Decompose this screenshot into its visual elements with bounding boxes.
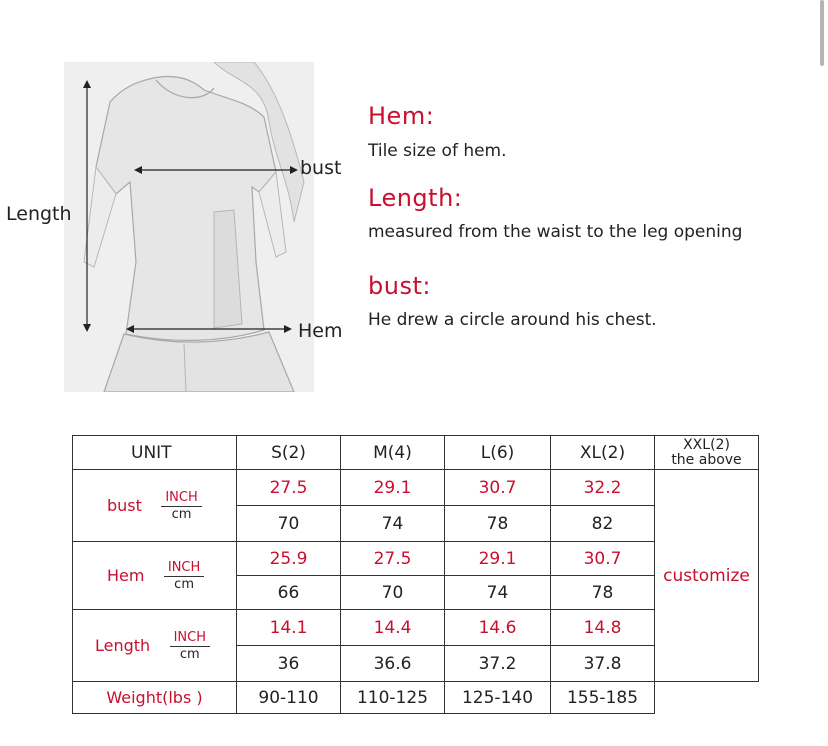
table-cell: 70 bbox=[237, 506, 341, 542]
table-cell: 78 bbox=[445, 506, 551, 542]
unit-cm: cm bbox=[171, 506, 192, 522]
table-cell: 32.2 bbox=[551, 470, 655, 506]
weight-label-text: Weight(lbs ) bbox=[106, 687, 203, 707]
row-label: Length bbox=[95, 636, 151, 655]
unit-inch: INCH bbox=[164, 560, 204, 577]
table-cell: 78 bbox=[551, 576, 655, 610]
row-label-cell bbox=[73, 542, 237, 610]
header-size-m: M(4) bbox=[341, 436, 445, 470]
table-cell: 37.2 bbox=[445, 646, 551, 682]
table-cell: 27.5 bbox=[237, 470, 341, 506]
customize-text: customize bbox=[663, 565, 750, 586]
length-label: Length bbox=[6, 203, 72, 225]
table-cell: 74 bbox=[341, 506, 445, 542]
header-size-xxl bbox=[655, 436, 759, 470]
unit-inch: INCH bbox=[170, 630, 210, 647]
bust-label: bust bbox=[300, 157, 342, 179]
row-label-cell bbox=[73, 610, 237, 682]
table-cell: 90-110 bbox=[237, 682, 341, 714]
shirt-illustration bbox=[64, 62, 314, 392]
table-cell: 29.1 bbox=[341, 470, 445, 506]
unit-pair bbox=[164, 560, 204, 592]
row-label: Hem bbox=[107, 566, 145, 585]
xxl-line1: XXL(2) bbox=[683, 436, 730, 453]
customize-cell bbox=[655, 470, 759, 682]
table-cell: 36.6 bbox=[341, 646, 445, 682]
header-size-xl: XL(2) bbox=[551, 436, 655, 470]
xxl-line2: the above bbox=[671, 451, 742, 468]
table-cell: 36 bbox=[237, 646, 341, 682]
size-table bbox=[72, 435, 759, 714]
table-cell: 155-185 bbox=[551, 682, 655, 714]
hem-label: Hem bbox=[298, 320, 343, 342]
table-row bbox=[73, 470, 759, 506]
header-size-l: L(6) bbox=[445, 436, 551, 470]
page-scrollbar[interactable] bbox=[820, 0, 824, 66]
unit-cm: cm bbox=[179, 646, 200, 662]
table-cell: 110-125 bbox=[341, 682, 445, 714]
table-row-weight bbox=[73, 682, 759, 714]
table-cell: 29.1 bbox=[445, 542, 551, 576]
table-cell: 74 bbox=[445, 576, 551, 610]
table-header-row bbox=[73, 436, 759, 470]
table-cell: 30.7 bbox=[551, 542, 655, 576]
table-cell: 125-140 bbox=[445, 682, 551, 714]
table-cell: 14.1 bbox=[237, 610, 341, 646]
table-cell: 14.8 bbox=[551, 610, 655, 646]
table-cell: 14.4 bbox=[341, 610, 445, 646]
bust-title: bust: bbox=[368, 272, 431, 300]
hem-arrow bbox=[126, 322, 292, 336]
table-cell: 70 bbox=[341, 576, 445, 610]
table-cell: 66 bbox=[237, 576, 341, 610]
unit-pair bbox=[170, 630, 210, 662]
table-cell: 14.6 bbox=[445, 610, 551, 646]
hem-description: Tile size of hem. bbox=[368, 141, 507, 161]
unit-cm: cm bbox=[174, 576, 194, 592]
header-unit: UNIT bbox=[73, 436, 237, 470]
unit-pair bbox=[161, 490, 201, 522]
length-arrow bbox=[80, 80, 94, 332]
hem-title: Hem: bbox=[368, 102, 435, 130]
bust-description: He drew a circle around his chest. bbox=[368, 310, 657, 330]
row-label: bust bbox=[107, 496, 142, 515]
row-label-cell bbox=[73, 470, 237, 542]
table-cell: 37.8 bbox=[551, 646, 655, 682]
unit-inch: INCH bbox=[161, 490, 201, 507]
bust-arrow bbox=[134, 163, 298, 177]
weight-label bbox=[73, 682, 237, 714]
table-cell: 25.9 bbox=[237, 542, 341, 576]
header-size-s: S(2) bbox=[237, 436, 341, 470]
table-cell: 27.5 bbox=[341, 542, 445, 576]
length-title: Length: bbox=[368, 184, 463, 212]
length-description: measured from the waist to the leg opening bbox=[368, 222, 743, 242]
table-cell: 82 bbox=[551, 506, 655, 542]
table-cell: 30.7 bbox=[445, 470, 551, 506]
